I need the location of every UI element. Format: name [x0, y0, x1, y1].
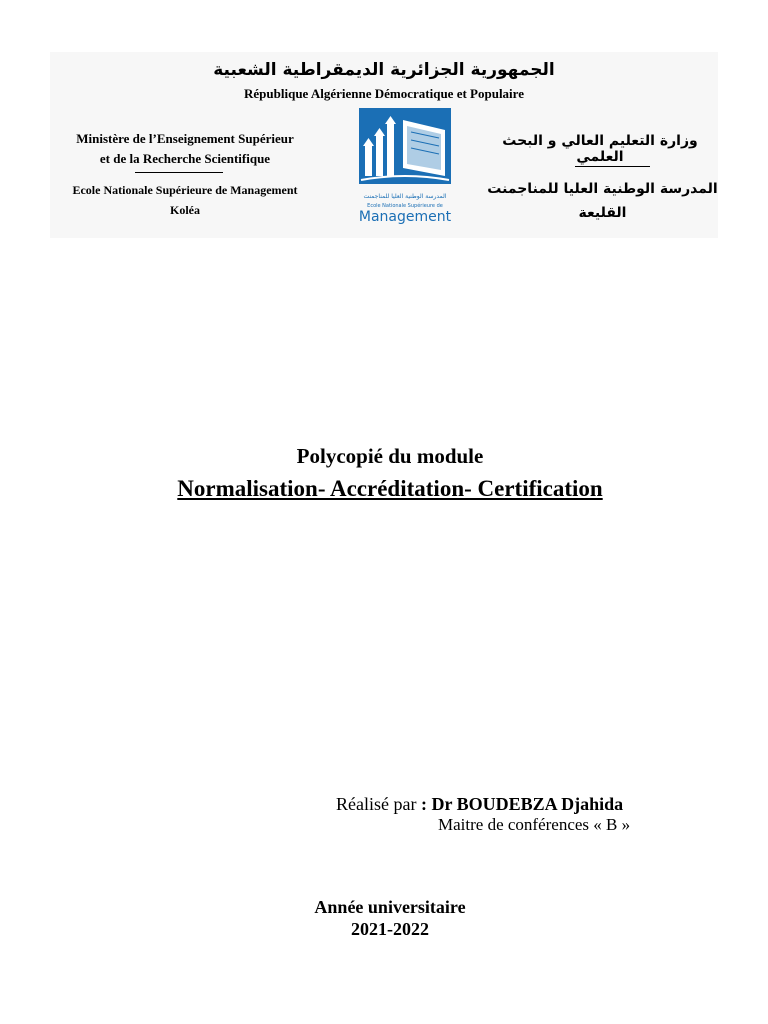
republic-arabic: الجمهورية الجزائرية الديمقراطية الشعبية: [213, 60, 555, 80]
document-type: Polycopié du module: [296, 444, 484, 468]
academic-year-label: Année universitaire: [314, 897, 466, 917]
divider-left: [135, 172, 223, 173]
ministry-french-line1: Ministère de l’Enseignement Supérieur: [76, 131, 294, 146]
republic-french: République Algérienne Démocratique et Populaire: [244, 86, 524, 101]
school-french: [50, 180, 320, 220]
author-prefix: Réalisé par: [336, 794, 417, 814]
school-french-line1: Ecole Nationale Supérieure de Management: [72, 183, 298, 197]
school-arabic-line2: القليعة: [578, 205, 627, 221]
divider-right: [575, 166, 650, 167]
ministry-french-line2: et de la Recherche Scientifique: [99, 151, 271, 166]
logo-french-text: Ecole Nationale Supérieure de: [367, 203, 443, 209]
academic-year-value: 2021-2022: [351, 919, 429, 939]
logo-arabic-text: المدرسة الوطنية العليا للمناجمنت: [363, 193, 447, 200]
school-arabic-line1: المدرسة الوطنية العليا للمناجمنت: [487, 181, 718, 197]
ministry-arabic: وزارة التعليم العالي و البحث العلمي: [502, 133, 698, 165]
author-role: Maitre de conférences « B »: [438, 815, 631, 834]
school-french-line2: Koléa: [170, 203, 200, 217]
logo-main-text: Management: [358, 209, 452, 225]
module-title: Normalisation- Accréditation- Certification: [177, 476, 603, 501]
author-line: [336, 794, 623, 815]
school-arabic: [480, 177, 725, 225]
school-logo: [355, 106, 455, 226]
ministry-french: [50, 129, 320, 169]
author-name: : Dr BOUDEBZA Djahida: [420, 794, 624, 814]
